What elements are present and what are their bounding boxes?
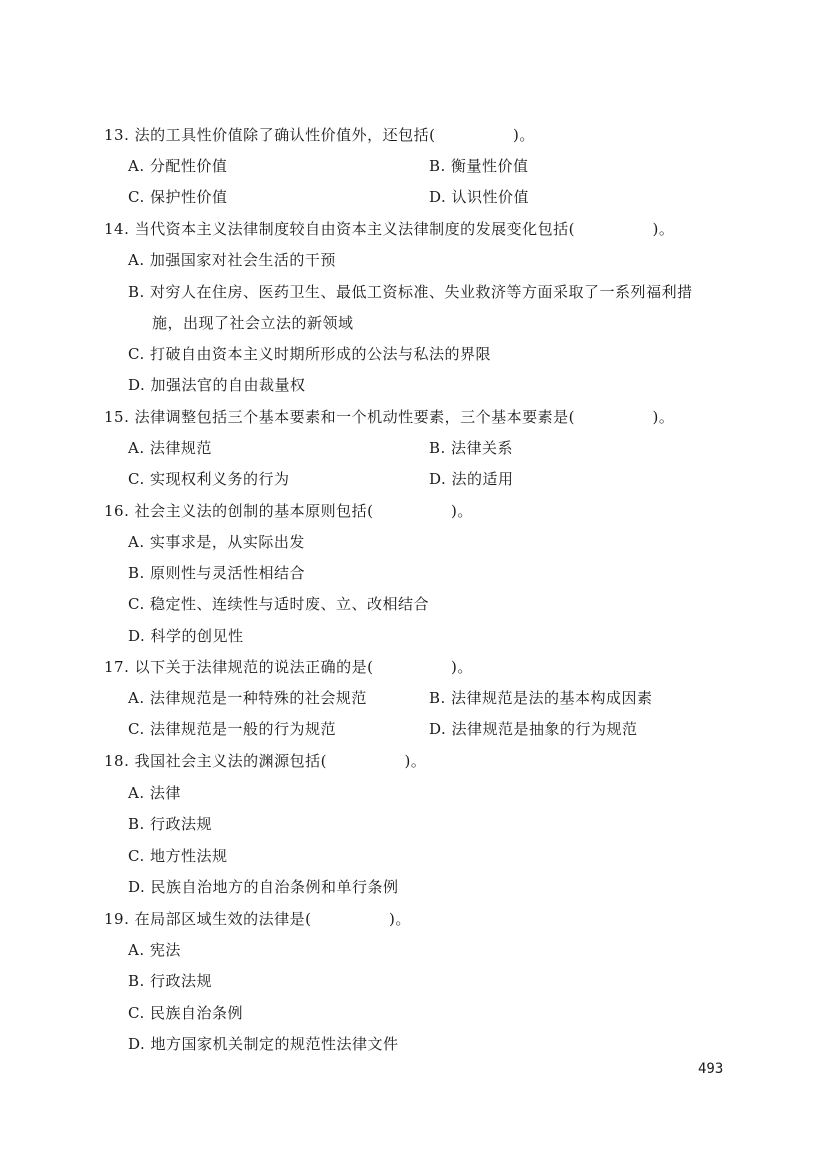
- question-19-option-d: D. 地方国家机关制定的规范性法律文件: [128, 1035, 399, 1053]
- question-19-option-a: A. 宪法: [128, 941, 181, 959]
- question-16-option-b: B. 原则性与灵活性相结合: [128, 564, 306, 582]
- question-17-stem: 17. 以下关于法律规范的说法正确的是( )。: [104, 658, 473, 676]
- question-17-option-c: C. 法律规范是一般的行为规范: [128, 720, 336, 738]
- question-14-stem: 14. 当代资本主义法律制度较自由资本主义法律制度的发展变化包括( )。: [104, 220, 675, 238]
- question-15-option-b: B. 法律关系: [429, 439, 514, 457]
- question-17-option-d: D. 法律规范是抽象的行为规范: [429, 720, 638, 738]
- question-14-option-b-continued: 施，出现了社会立法的新领域: [152, 314, 354, 332]
- page-number: 493: [698, 1061, 724, 1077]
- question-16-stem: 16. 社会主义法的创制的基本原则包括( )。: [104, 502, 473, 520]
- question-15-option-d: D. 法的适用: [429, 470, 514, 488]
- question-18-option-a: A. 法律: [128, 784, 181, 802]
- question-17-option-b: B. 法律规范是法的基本构成因素: [429, 689, 653, 707]
- question-19-stem: 19. 在局部区域生效的法律是( )。: [104, 910, 411, 928]
- question-13-stem: 13. 法的工具性价值除了确认性价值外，还包括( )。: [104, 126, 535, 144]
- question-13-option-d: D. 认识性价值: [429, 188, 530, 206]
- question-13-option-c: C. 保护性价值: [128, 188, 228, 206]
- question-19-option-b: B. 行政法规: [128, 972, 213, 990]
- question-16-option-c: C. 稳定性、连续性与适时废、立、改相结合: [128, 595, 429, 613]
- question-19-option-c: C. 民族自治条例: [128, 1004, 243, 1022]
- question-14-option-d: D. 加强法官的自由裁量权: [128, 376, 306, 394]
- question-14-option-c: C. 打破自由资本主义时期所形成的公法与私法的界限: [128, 345, 491, 363]
- question-16-option-a: A. 实事求是，从实际出发: [128, 533, 305, 551]
- question-18-option-b: B. 行政法规: [128, 815, 213, 833]
- question-13-option-a: A. 分配性价值: [128, 157, 228, 175]
- question-15-option-a: A. 法律规范: [128, 439, 212, 457]
- question-15-option-c: C. 实现权利义务的行为: [128, 470, 290, 488]
- question-13-option-b: B. 衡量性价值: [429, 157, 529, 175]
- question-17-option-a: A. 法律规范是一种特殊的社会规范: [128, 689, 367, 707]
- question-14-option-a: A. 加强国家对社会生活的干预: [128, 251, 336, 269]
- question-16-option-d: D. 科学的创见性: [128, 627, 244, 645]
- question-15-stem: 15. 法律调整包括三个基本要素和一个机动性要素，三个基本要素是( )。: [104, 408, 675, 426]
- question-18-option-d: D. 民族自治地方的自治条例和单行条例: [128, 878, 399, 896]
- question-18-option-c: C. 地方性法规: [128, 847, 228, 865]
- question-14-option-b: B. 对穷人在住房、医药卫生、最低工资标准、失业救济等方面采取了一系列福利措: [128, 283, 693, 301]
- question-18-stem: 18. 我国社会主义法的渊源包括( )。: [104, 752, 427, 770]
